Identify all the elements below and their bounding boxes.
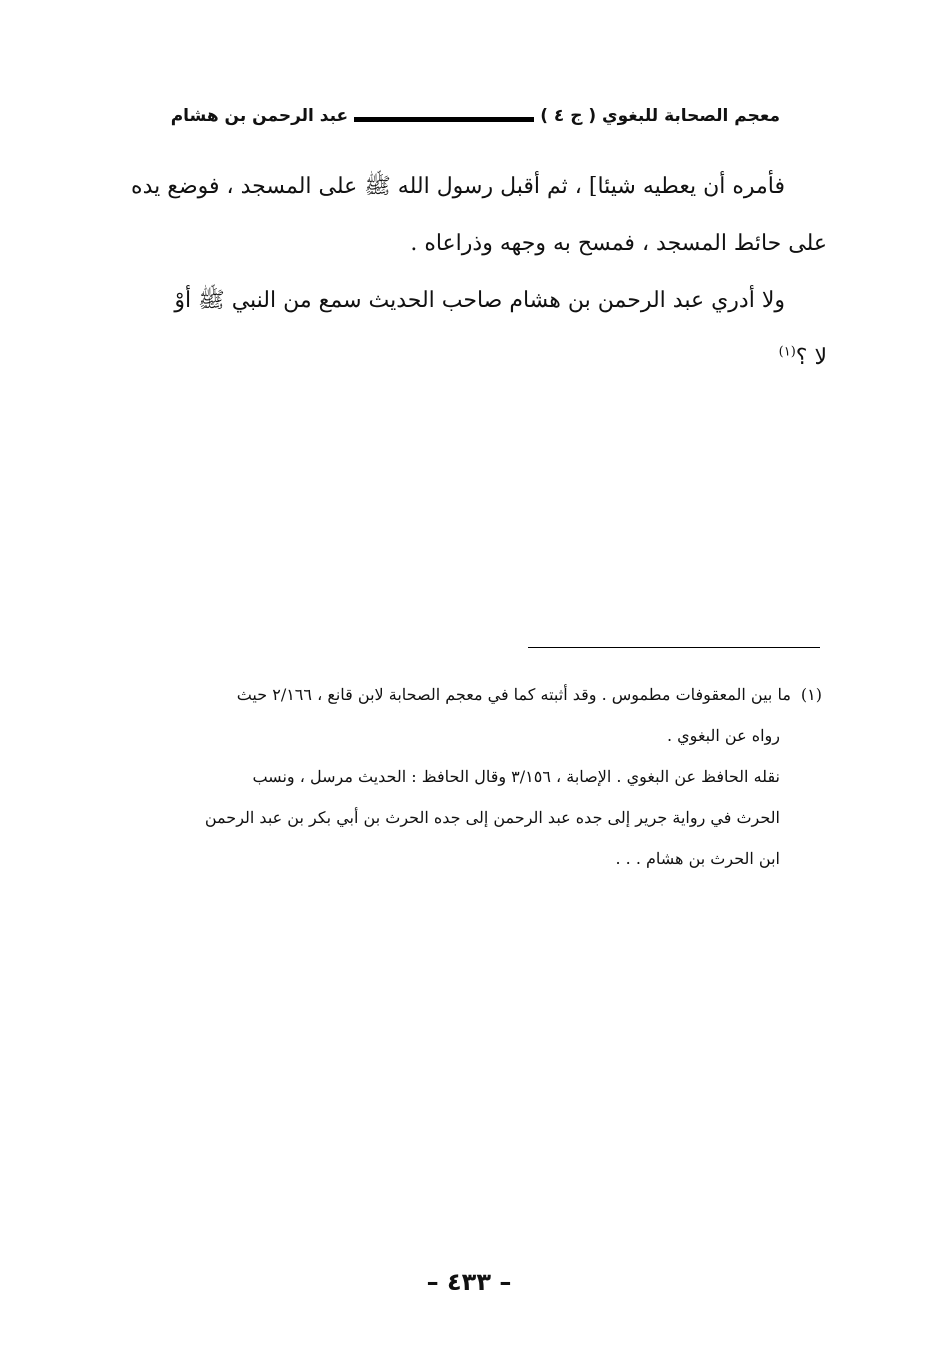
footnote-1-line-1-wrap [98, 674, 822, 715]
paragraph-2-line-2: لا ؟ [795, 345, 827, 370]
paragraph-2-line-1: ولا أدري عبد الرحمن بن هشام صاحب الحديث سمع من النبي ﷺ أوْ [174, 288, 785, 313]
page-number: – ٤٣٣ – [426, 1268, 512, 1296]
book-title: معجم الصحابة للبغوي ( ج ٤ ) [540, 106, 780, 126]
paragraph-2 [122, 272, 827, 386]
section-title: عبد الرحمن بن هشام [170, 106, 349, 126]
header-rule [354, 117, 534, 122]
footnote-1-line-5: ابن الحرث بن هشام . . . [615, 849, 780, 868]
footnote-number: (١) [800, 685, 822, 704]
paragraph-1-line-2: على حائط المسجد ، فمسح به وجهه وذراعاه . [410, 231, 827, 256]
footnote-1-line-2: رواه عن البغوي . [666, 726, 780, 745]
paragraph-1-line-1: فأمره أن يعطيه شيئا] ، ثم أقبل رسول الله ﷺ على المسجد ، فوضع يده [131, 174, 785, 199]
footnote-separator [528, 647, 820, 648]
footnote-marker: (١) [778, 344, 796, 360]
footnotes [98, 674, 822, 879]
footnote-1-line-3: نقله الحافظ عن البغوي . الإصابة ، ٣/١٥٦ وقال الحافظ : الحديث مرسل ، ونسب [252, 767, 780, 786]
main-text [122, 158, 827, 386]
footnote-1-line-1: ما بين المعقوفات مطموس . وقد أثبته كما في معجم الصحابة لابن قانع ، ٢/١٦٦ حيث [236, 685, 791, 704]
footnote-1-line-4: الحرث في رواية جرير إلى جده عبد الرحمن إلى جده الحرث بن أبي بكر بن عبد الرحمن [204, 808, 780, 827]
paragraph-2-line-2-wrap [122, 329, 827, 386]
paragraph-1 [122, 158, 827, 272]
running-header [140, 98, 780, 134]
